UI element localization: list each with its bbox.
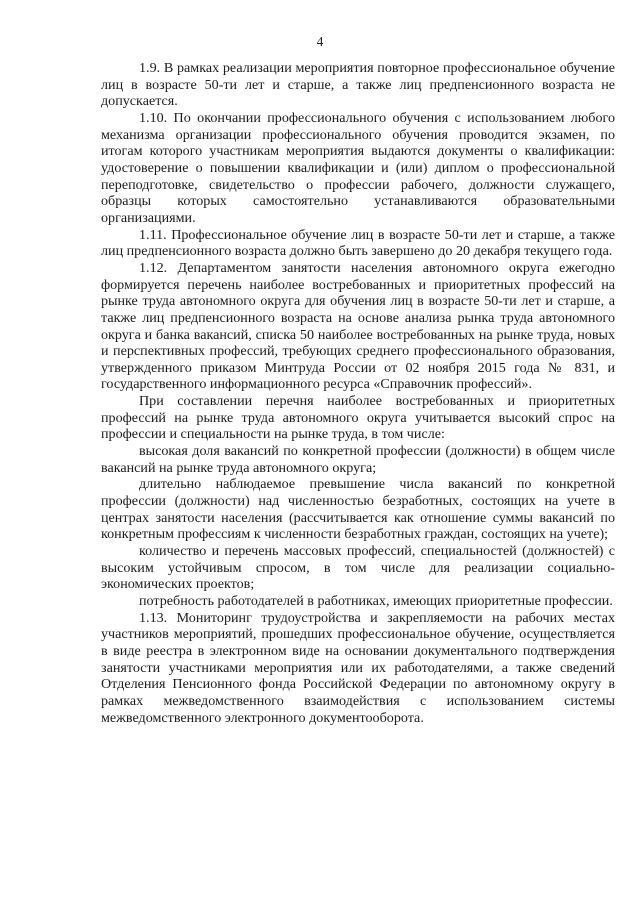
paragraph-1-11: 1.11. Профессиональное обучение лиц в возрасте 50-ти лет и старше, а также лиц предпенсионного возраста должно быть завершено до 20 декабря текущего года. bbox=[101, 226, 615, 260]
paragraph-1-9: 1.9. В рамках реализации мероприятия повторное профессиональное обучение лиц в возрасте 50-ти лет и старше, а также лиц предпенсионного возраста не допускается. bbox=[101, 60, 615, 110]
criterion-vacancy-excess: длительно наблюдаемое превышение числа вакансий по конкретной профессии (должности) над численностью безработных, состоящих на учете в центрах занятости населения (рассчитывается как отношение суммы вакансий по конкретным профессиям к численности безработных граждан, состоящих на учете); bbox=[101, 476, 615, 543]
page-number: 4 bbox=[316, 34, 324, 49]
paragraph-1-13: 1.13. Мониторинг трудоустройства и закрепляемости на рабочих местах участников мероприятий, прошедших профессиональное обучение, осуществляется в виде реестра в электронном виде на основании документального подтверждения занятости участниками мероприятия или их работодателями, а также сведений Отделения Пенсионного фонда Российской Федерации по автономному округу в рамках межведомственного взаимодействия с использованием системы межведомственного электронного документооборота. bbox=[101, 609, 615, 726]
criterion-employer-demand: потребность работодателей в работниках, имеющих приоритетные профессии. bbox=[139, 593, 613, 609]
paragraph-1-12: 1.12. Департаментом занятости населения автономного округа ежегодно формируется перечень наиболее востребованных и приоритетных профессий на рынке труда автономного округа для обучения лиц в возрасте 50-ти лет и старше, а также лиц предпенсионного возраста на основе анализа рынка труда автономного округа и банка вакансий, списка 50 наиболее востребованных на рынке труда, новых и перспективных профессий, требующих среднего профессионального образования, утвержденного приказом Минтруда России от 02 ноября 2015 года № 831, и государственного информационного ресурса «Справочник профессий». bbox=[101, 259, 615, 393]
criterion-vacancy-share: высокая доля вакансий по конкретной профессии (должности) в общем числе вакансий на рынке труда автономного округа; bbox=[101, 443, 615, 476]
paragraph-demand-intro: При составлении перечня наиболее востребованных и приоритетных профессий на рынке труда автономного округа учитывается высокий спрос на профессии и специальности на рынке труда, в том числе: bbox=[101, 393, 615, 443]
document-body bbox=[101, 60, 615, 726]
criterion-mass-professions: количество и перечень массовых профессий, специальностей (должностей) с высоким устойчивым спросом, в том числе для реализации социально-экономических проектов; bbox=[101, 543, 615, 593]
paragraph-1-10: 1.10. По окончании профессионального обучения с использованием любого механизма организации профессионального обучения проводится экзамен, по итогам которого участникам мероприятия выдаются документы о квалификации: удостоверение о повышении квалификации и (или) диплом о профессиональной переподготовке, свидетельство о профессии рабочего, должности служащего, образцы которых самостоятельно устанавливаются образовательными организациями. bbox=[101, 109, 615, 226]
